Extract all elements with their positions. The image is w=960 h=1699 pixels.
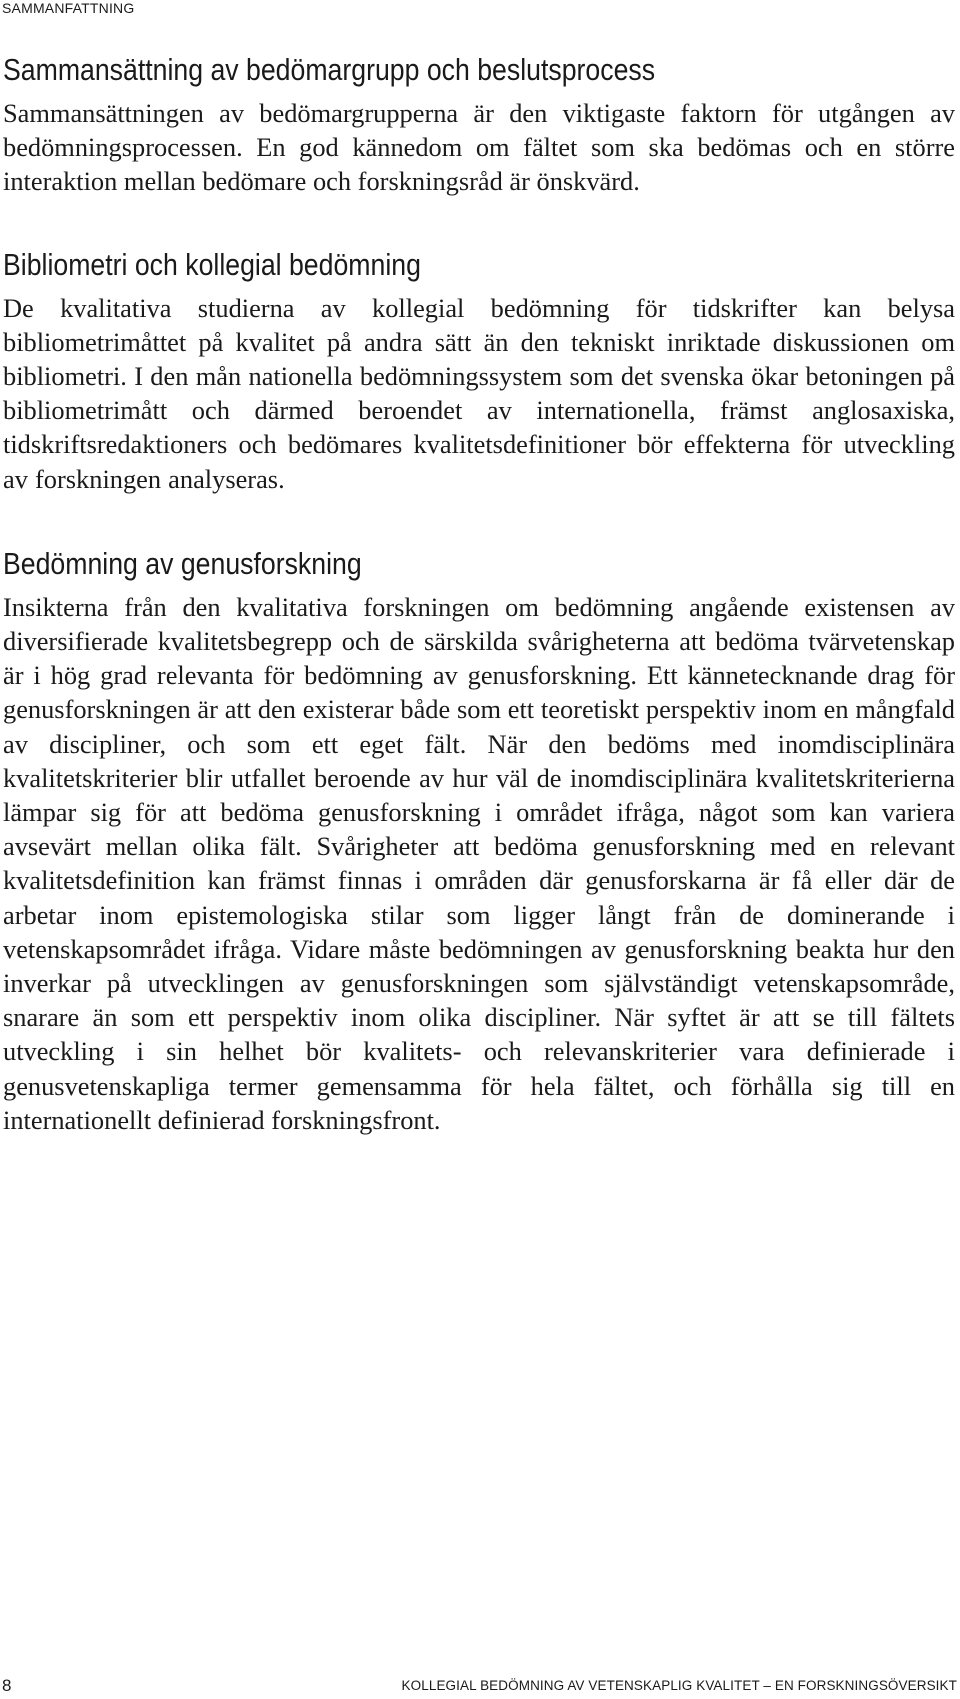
- section-heading: Bibliometri och kollegial bedömning: [3, 246, 421, 282]
- page-number: 8: [2, 1676, 12, 1695]
- section-heading: Bedömning av genusforskning: [3, 545, 362, 581]
- running-head: SAMMANFATTNING: [2, 0, 135, 16]
- section-gender-research: [3, 546, 955, 1137]
- section-body: Sammansättningen av bedömargrupperna är den viktigaste faktorn för utgången av bedömningsprocessen. En god kännedom om fältet som ska bedömas och en större interaktion mellan bedömare och forskningsråd är önskvärd.: [3, 98, 955, 197]
- section-heading: Sammansättning av bedömargrupp och beslutsprocess: [3, 52, 656, 87]
- section-body: De kvalitativa studierna av kollegial bedömning för tidskrifter kan belysa bibliometrimåttet på kvalitet på andra sätt än den tekniskt inriktade diskussionen om bibliometri. I den mån nationella bedömningssystem som det svenska ökar betoningen på bibliometrimått och därmed beroendet av internationella, främst anglosaxiska, tidskriftsredaktioners och bedömares kvalitetsdefinitioner bör effekterna för utveckling av forskningen analyseras.: [3, 292, 955, 494]
- page-footer: [0, 1676, 960, 1696]
- section-composition: [3, 52, 955, 199]
- running-foot: KOLLEGIAL BEDÖMNING AV VETENSKAPLIG KVALITET – EN FORSKNINGSÖVERSIKT: [401, 1678, 957, 1693]
- page-content: [3, 52, 955, 1137]
- section-body: Insikterna från den kvalitativa forskningen om bedömning angående existensen av diversifierade kvalitetsbegrepp och de särskilda svårigheterna att bedöma tvärvetenskap är i hög grad relevanta för bedömning av genusforskning. Ett kännetecknande drag för genusforskningen är att den existerar både som ett teoretiskt perspektiv inom en mångfald av discipliner, och som ett eget fält. När den bedöms med inomdisciplinära kvalitetskriterier blir utfallet beroende av hur väl de inomdisciplinära kvalitetskriterierna lämpar sig för att bedöma genusforskning i området ifråga, något som kan variera avsevärt mellan olika fält. Svårigheter att bedöma genusforskning med en relevant kvalitetsdefinition kan främst finnas i områden där genusforskarna är få eller där de arbetar inom epistemologiska stilar som ligger långt från de dominerande i vetenskapsområdet ifråga. Vidare måste bedömningen av genusforskning beakta hur den inverkar på utvecklingen av genusforskningen som självständigt vetenskapsområde, snarare än som ett perspektiv inom olika discipliner. När syftet är att se till fältets utveckling i sin helhet bör kvalitets- och relevanskriterier vara definierade i genusvetenskapliga termer gemensamma för hela fältet, och förhålla sig till en internationellt definierad forskningsfront.: [3, 591, 955, 1135]
- section-bibliometrics: [3, 247, 955, 496]
